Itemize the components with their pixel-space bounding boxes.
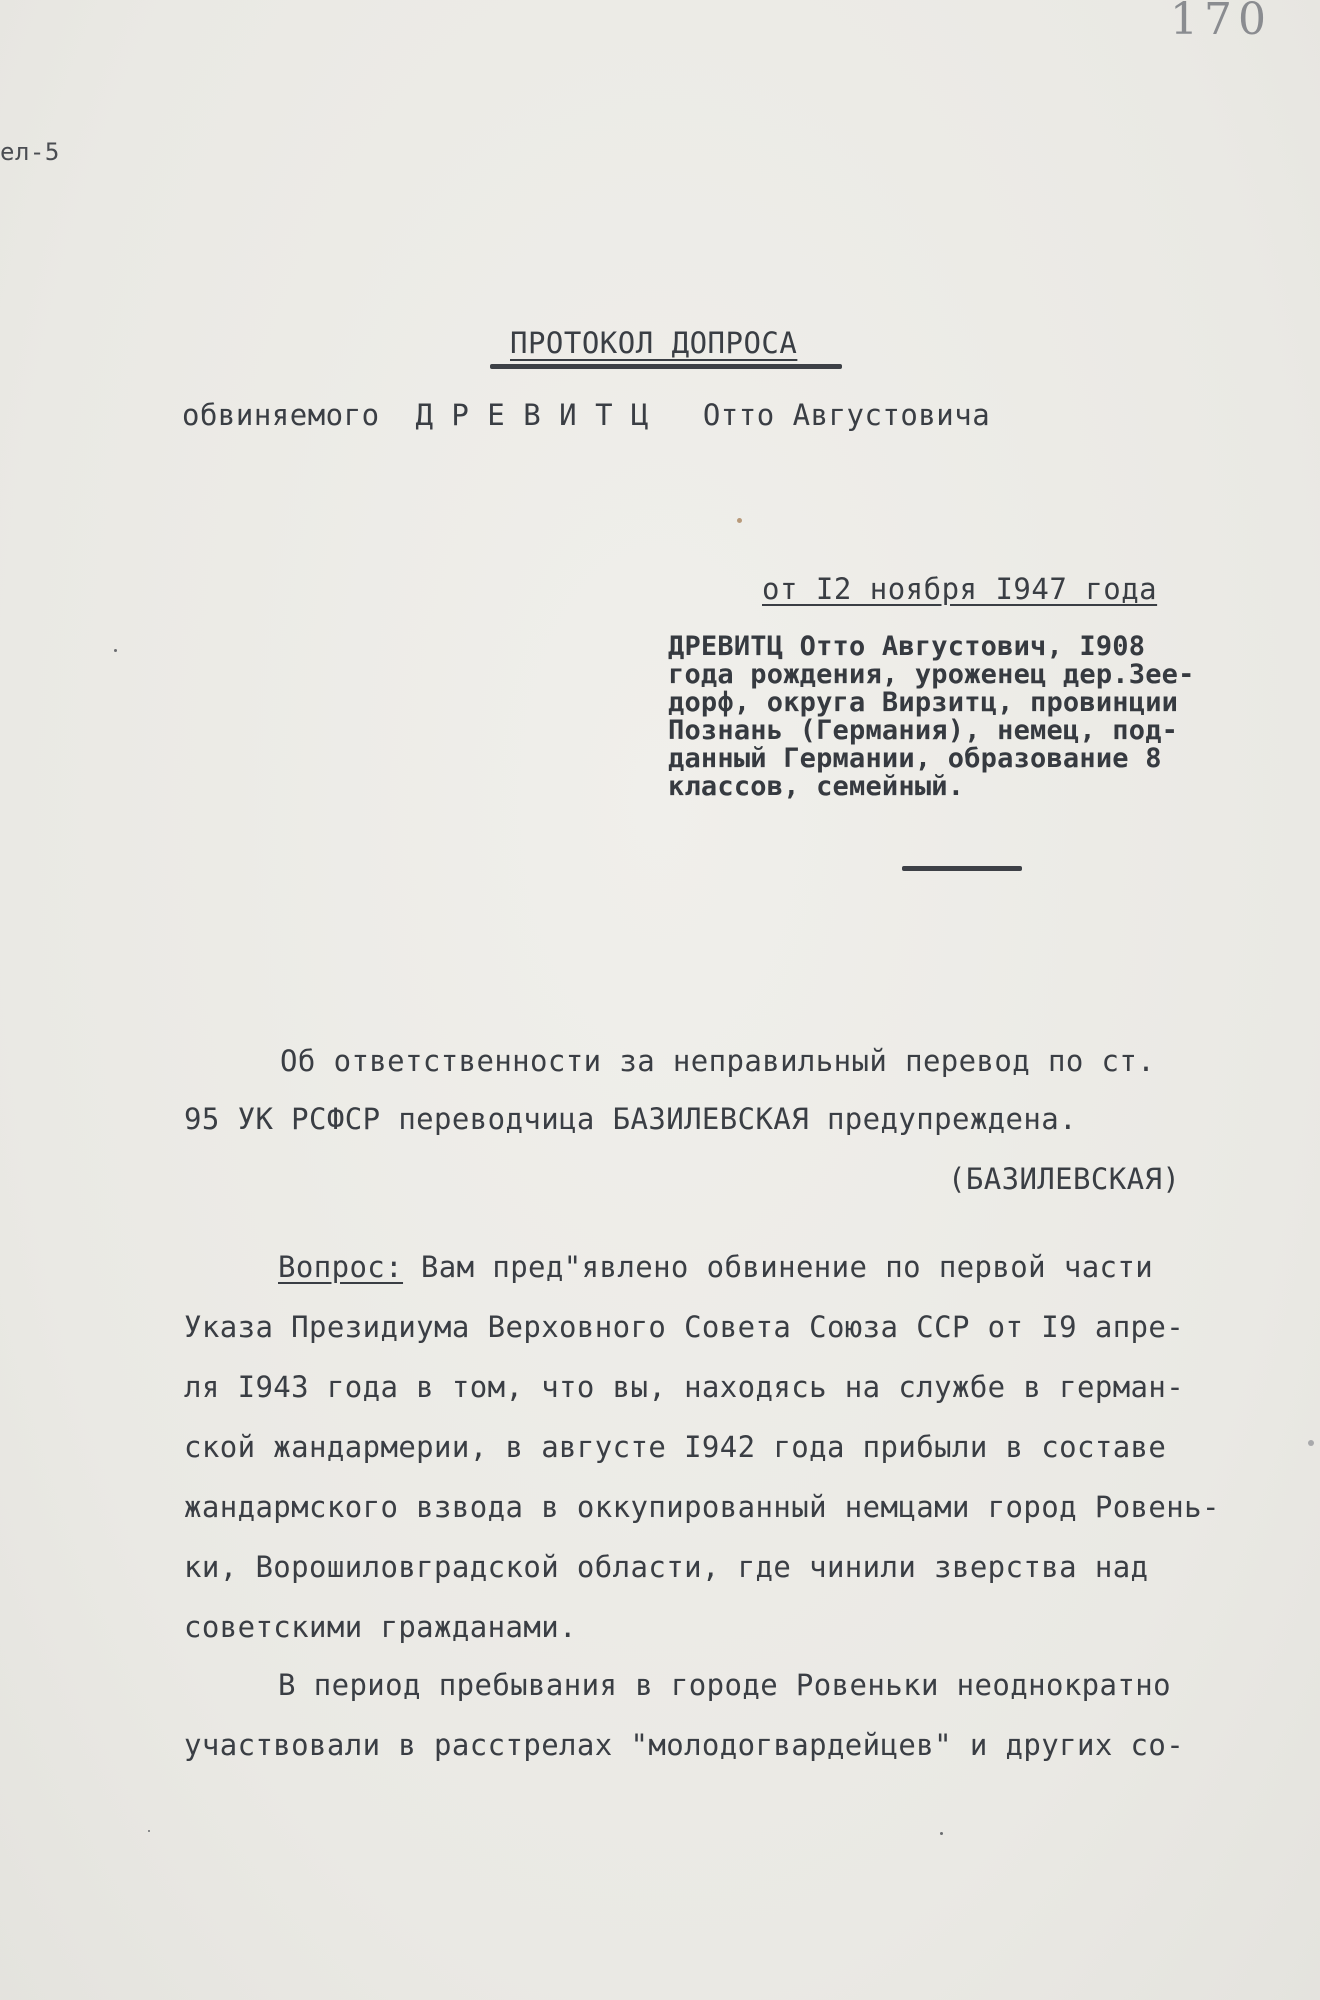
question-line: ля I943 года в том, что вы, находясь на службе в герман-: [184, 1370, 1185, 1404]
page-number: 170: [1170, 0, 1272, 45]
document-title: ПРОТОКОЛ ДОПРОСА: [510, 326, 798, 360]
warning-line: Об ответственности за неправильный перевод по ст.: [280, 1044, 1156, 1078]
question-text: Вам пред"явлено обвинение по первой части: [403, 1250, 1154, 1284]
margin-note: ел-5: [0, 138, 60, 166]
paper-speck: [1308, 1440, 1314, 1446]
document-subtitle: обвиняемого Д Р Е В И Т Ц Отто Августовича: [182, 398, 991, 432]
question-line: ки, Ворошиловградской области, где чинили зверства над: [184, 1550, 1149, 1584]
biography-line: ДРЕВИТЦ Отто Августович, I908: [668, 631, 1146, 662]
question-first-line: [278, 1250, 1153, 1284]
biography-line: дорф, округа Вирзитц, провинции: [668, 687, 1179, 718]
question-line: советскими гражданами.: [184, 1610, 577, 1644]
question-label: Вопрос:: [278, 1250, 404, 1284]
biography-block: [668, 633, 1288, 801]
question-line: жандармского взвода в оккупированный немцами город Ровень-: [184, 1490, 1220, 1524]
biography-line: данный Германии, образование 8: [668, 743, 1162, 774]
question-line: Указа Президиума Верховного Совета Союза ССР от I9 апре-: [184, 1310, 1185, 1344]
ink-dot: [737, 518, 742, 523]
question-line: ской жандармерии, в августе I942 года прибыли в составе: [184, 1430, 1167, 1464]
interpreter-signature: (БАЗИЛЕВСКАЯ): [948, 1162, 1181, 1196]
biography-line: года рождения, уроженец дер.Зее-: [668, 659, 1195, 690]
biography-line: классов, семейный.: [668, 771, 965, 802]
title-rule: [490, 364, 842, 369]
document-date: от I2 ноября I947 года: [762, 572, 1158, 606]
paragraph-line: участвовали в расстрелах "молодогвардейцев" и других со-: [184, 1728, 1185, 1762]
paper-speck: [148, 1830, 150, 1832]
biography-line: Познань (Германия), немец, под-: [668, 715, 1179, 746]
paragraph-line: В период пребывания в городе Ровеньки неоднократно: [278, 1668, 1171, 1702]
paper-speck: [940, 1832, 943, 1835]
section-divider: [902, 866, 1022, 871]
paper-speck: [114, 649, 117, 652]
warning-line: 95 УК РСФСР переводчица БАЗИЛЕВСКАЯ предупреждена.: [184, 1102, 1077, 1136]
